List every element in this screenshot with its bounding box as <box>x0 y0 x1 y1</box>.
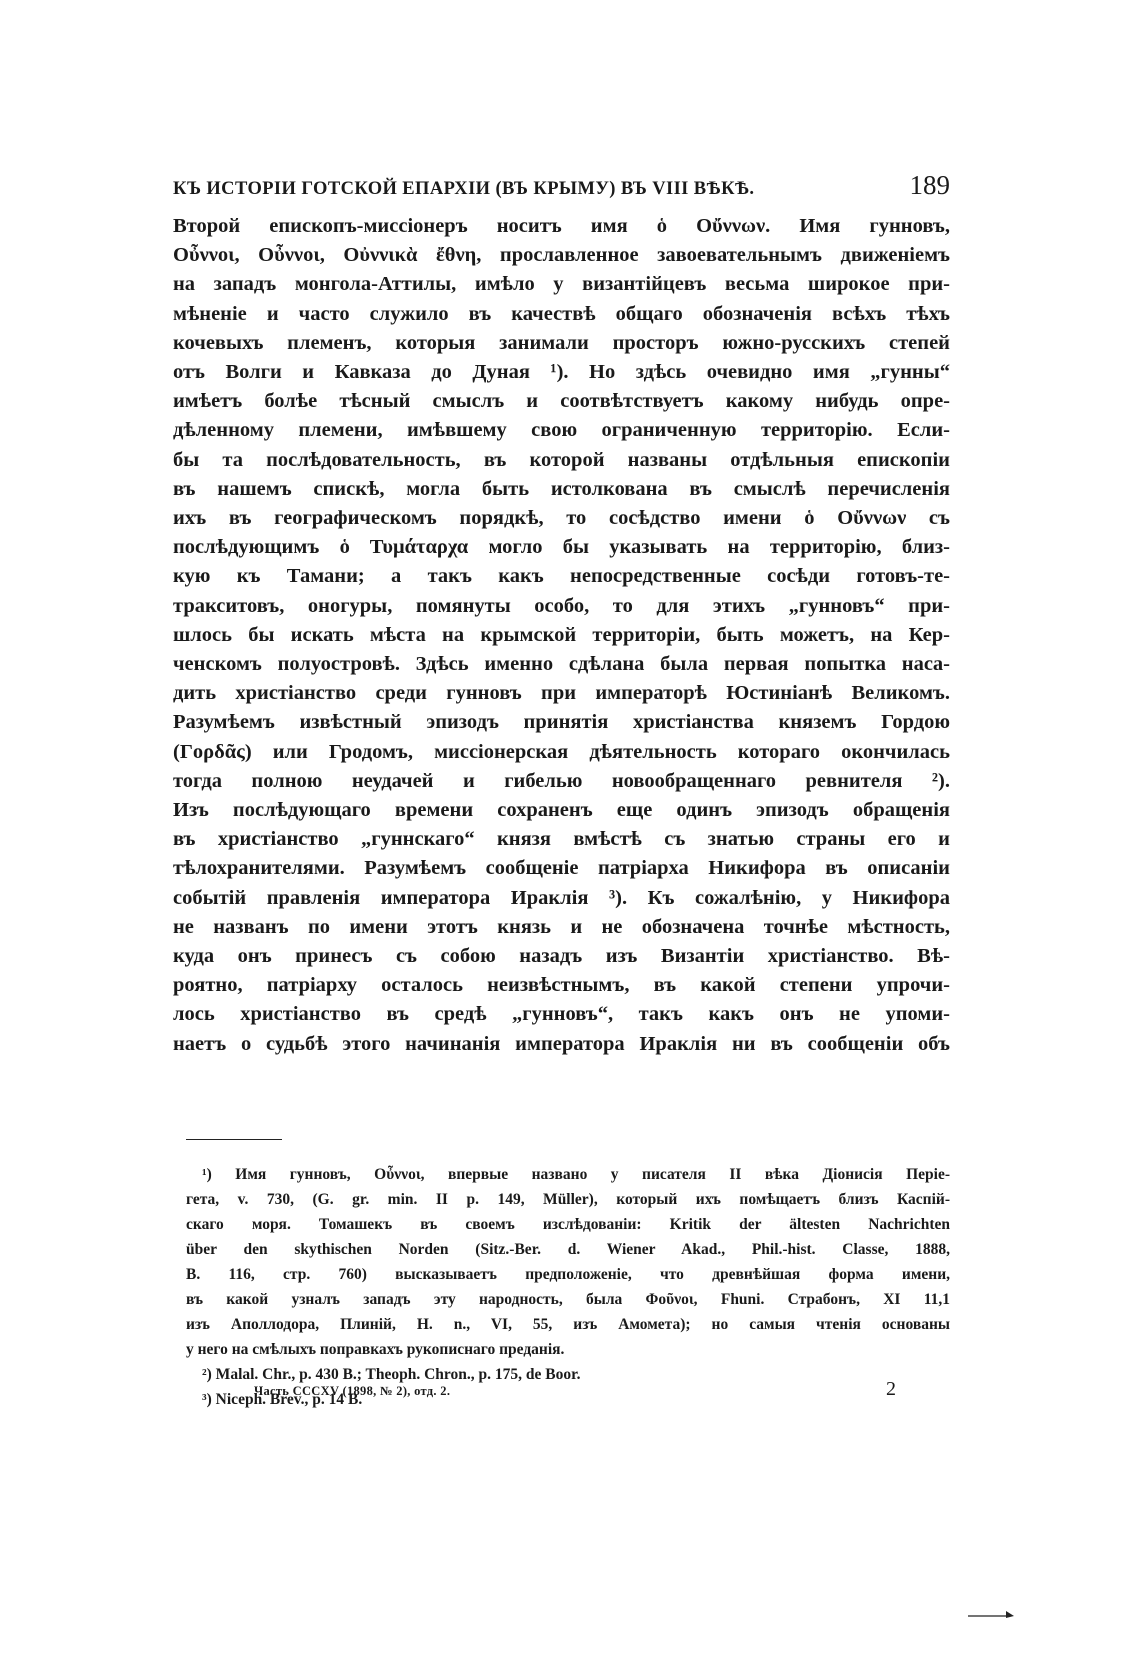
main-text <box>173 212 950 1059</box>
footnote-3: ³) Niceph. Brev., p. 14 B. <box>202 1391 363 1408</box>
text-line: куда онъ принесъ съ собою назадъ изъ Византiи христiанство. Вѣ- <box>173 945 950 968</box>
footnote-line: изъ Аполлодора, Плинiй, H. n., VI, 55, изъ Амомета); но самыя чтенiя основаны <box>186 1316 950 1333</box>
text-line: Οὖννοι, Οὖννοι, Οὐννικὰ ἔθνη, прославленное завоевательнымъ движенiемъ <box>173 244 950 267</box>
text-line: Второй епископъ-миссiонеръ носитъ имя ὁ Οὔννων. Имя гунновъ, <box>173 215 950 237</box>
text-line: дѣленному племени, имѣвшему свою ограниченную территорiю. Если- <box>173 419 950 442</box>
footnote-line: гета, v. 730, (G. gr. min. II p. 149, Müller), который ихъ помѣщаетъ близъ Каспiй- <box>186 1191 950 1208</box>
running-head <box>173 170 950 201</box>
text-line: шлось бы искать мѣста на крымской территорiи, быть можетъ, на Кер- <box>173 623 950 646</box>
footnote-line: у него на смѣлыхъ поправкахъ рукописнаго преданiя. <box>186 1341 565 1358</box>
text-line: кочевыхъ племенъ, которыя занимали просторъ южно-русскихъ степей <box>173 331 950 354</box>
footnote-2: ²) Malal. Chr., p. 430 B.; Theoph. Chron., p. 175, de Boor. <box>202 1366 581 1383</box>
text-line: отъ Волги и Кавказа до Дуная ¹). Но здѣсь очевидно имя „гунны“ <box>173 361 950 384</box>
text-line: (Γορδᾶς) или Гродомъ, миссiонерская дѣятельность котораго окончилась <box>173 740 950 763</box>
footnote-1 <box>186 1162 950 1362</box>
text-line: тогда полною неудачей и гибелью новообращеннаго ревнителя ²). <box>173 769 950 792</box>
text-line: послѣдующимъ ὁ Τυμάταρχα могло бы указывать на территорiю, близ- <box>173 536 950 559</box>
text-line: тѣлохранителями. Разумѣемъ сообщенiе патрiарха Никифора въ описанiи <box>173 857 950 880</box>
footnote-rule <box>186 1139 282 1140</box>
text-line: событiй правленiя императора Ираклiя ³). Къ сожалѣнiю, у Никифора <box>173 886 950 909</box>
scan-corner-mark <box>968 1608 1016 1620</box>
footnote-line: über den skythischen Norden (Sitz.-Ber. d. Wiener Akad., Phil.-hist. Classe, 1888, <box>186 1241 950 1258</box>
text-line: въ нашемъ спискѣ, могла быть истолкована въ смыслѣ перечисленiя <box>173 477 950 500</box>
text-line: мѣненiе и часто служило въ качествѣ общаго обозначенiя всѣхъ тѣхъ <box>173 302 950 325</box>
text-line: лось христiанство въ средѣ „гунновъ“, такъ какъ онъ не упоми- <box>173 1003 950 1026</box>
printer-signature <box>254 1378 950 1401</box>
running-title: КЪ ИСТОРIИ ГОТСКОЙ ЕПАРХIИ (ВЪ КРЫМУ) ВЪ VIII ВѢКѢ. <box>173 179 755 199</box>
footnote-line: B. 116, стр. 760) высказываетъ предположенiе, что древнѣйшая форма имени, <box>186 1266 950 1283</box>
text-line: Изъ послѣдующаго времени сохраненъ еще одинъ эпизодъ обращенiя <box>173 799 950 822</box>
footnotes <box>186 1162 950 1412</box>
text-line: Разумѣемъ извѣстный эпизодъ принятiя христiанства княземъ Гордою <box>173 711 950 734</box>
text-line: роятно, патрiарху осталось неизвѣстнымъ, въ какой степени упрочи- <box>173 974 950 997</box>
signature-text: Часть CCCXV (1898, № 2), отд. 2. <box>254 1384 451 1398</box>
footnote-line: въ какой узналъ западъ эту народность, была Φοῦνοι, Fhuni. Страбонъ, XI 11,1 <box>186 1291 950 1308</box>
text-line: кую къ Тамани; а такъ какъ непосредственные сосѣди готовъ-те- <box>173 565 950 588</box>
text-line: ихъ въ географическомъ порядкѣ, то сосѣдство имени ὁ Οὔννων съ <box>173 507 950 530</box>
text-line: наетъ о судьбѣ этого начинанiя императора Ираклiя ни въ сообщенiи объ <box>173 1032 950 1055</box>
text-line: въ христiанство „гуннскаго“ князя вмѣстѣ съ знатью страны его и <box>173 828 950 851</box>
text-line: дить христiанство среди гунновъ при императорѣ Юстинiанѣ Великомъ. <box>173 682 950 705</box>
footnote-line: ¹) Имя гунновъ, Οὖννοι, впервые названо у писателя II вѣка Дiонисiя Перiе- <box>202 1166 950 1183</box>
text-line: на западъ монгола-Аттилы, имѣло у византiйцевъ весьма широкое при- <box>173 273 950 296</box>
text-line: бы та послѣдовательность, въ которой названы отдѣльныя епископiи <box>173 448 950 471</box>
text-line: тракситовъ, оногуры, помянуты особо, то для этихъ „гунновъ“ при- <box>173 594 950 617</box>
signature-number: 2 <box>886 1378 896 1400</box>
text-line: ченскомъ полуостровѣ. Здѣсь именно сдѣлана была первая попытка насa- <box>173 653 950 676</box>
text-line: не названъ по имени этотъ князь и не обозначена точнѣе мѣстность, <box>173 915 950 938</box>
page-number: 189 <box>909 170 950 200</box>
footnote-line: скаго моря. Томашекъ въ своемъ изслѣдованiи: Kritik der ältesten Nachrichten <box>186 1216 950 1233</box>
text-line: имѣетъ болѣе тѣсный смыслъ и соотвѣтствуетъ какому нибудь опре- <box>173 390 950 413</box>
